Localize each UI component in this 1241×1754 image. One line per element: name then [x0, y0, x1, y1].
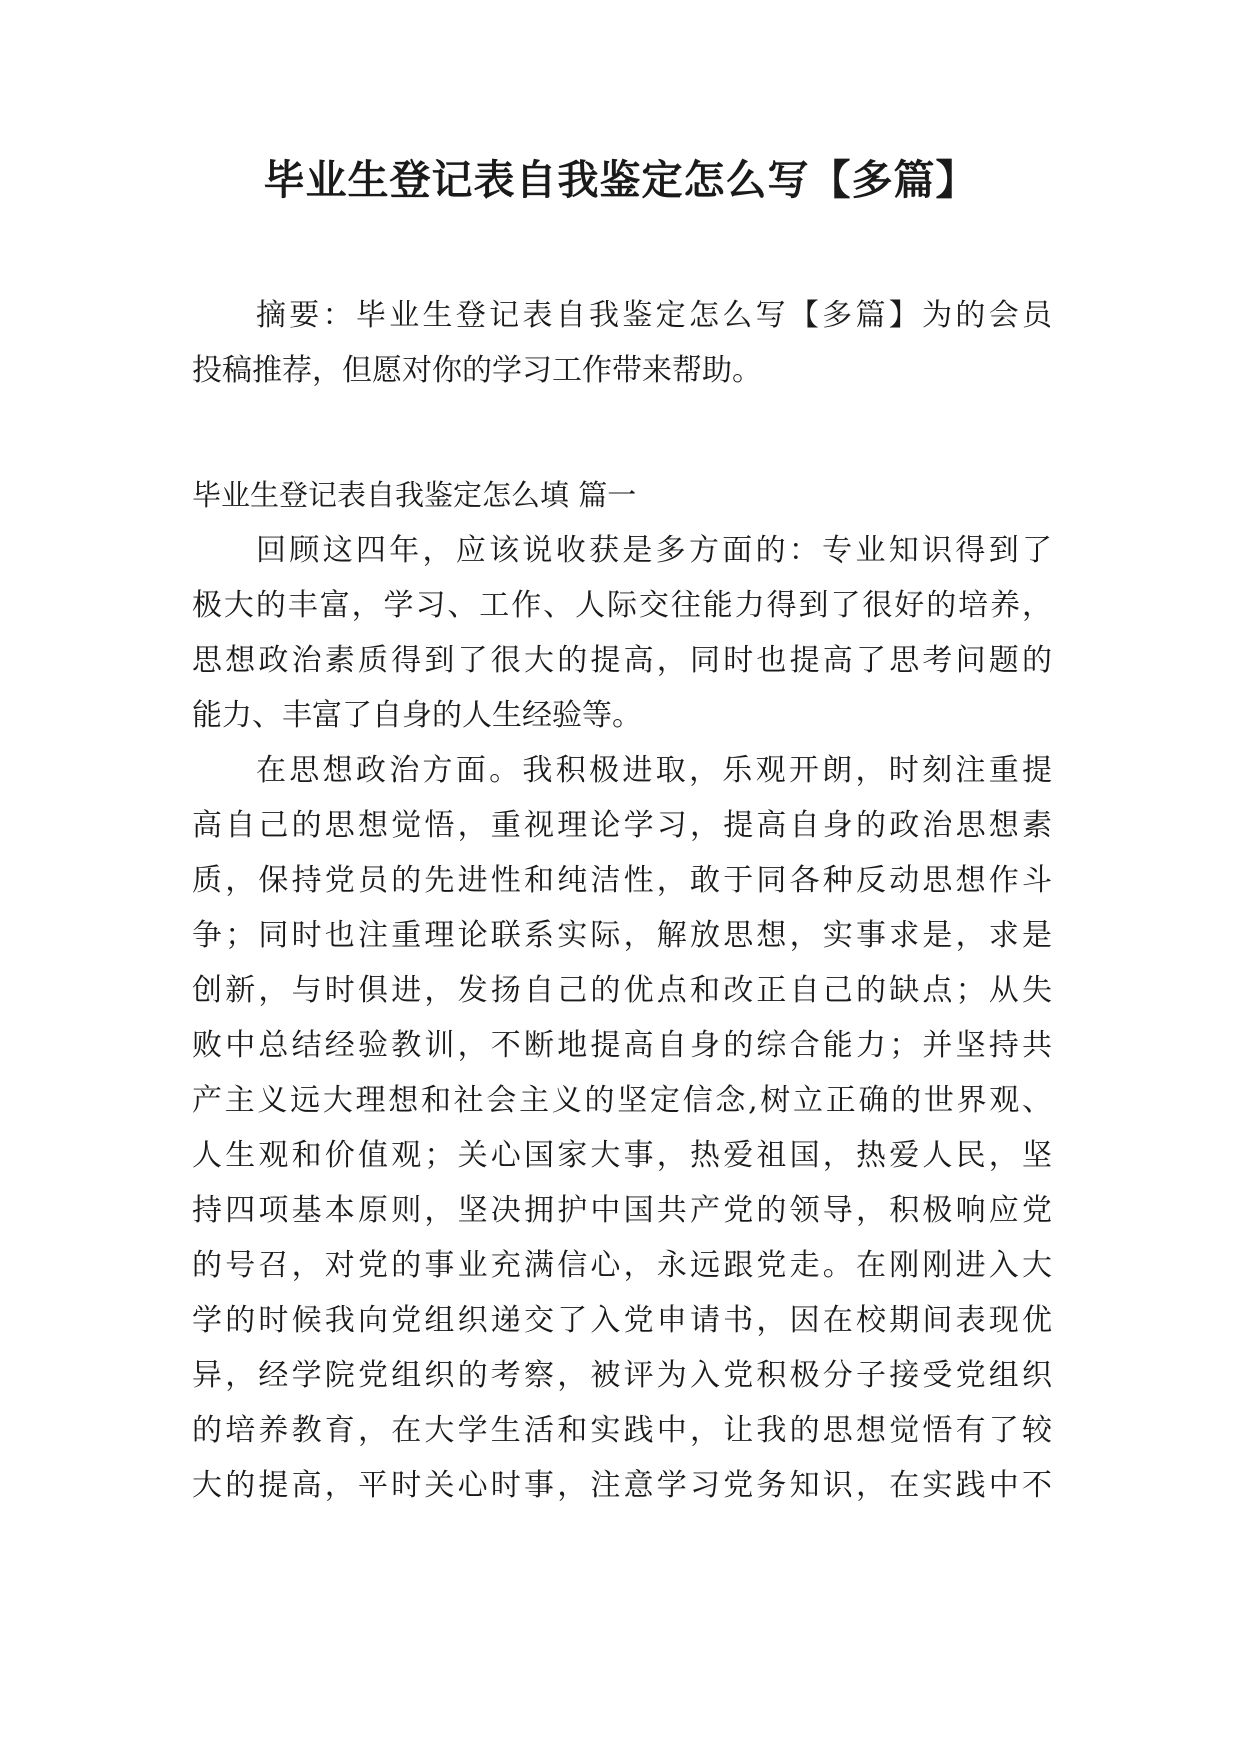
document-title: 毕业生登记表自我鉴定怎么写【多篇】 [263, 156, 978, 204]
section-heading: 毕业生登记表自我鉴定怎么填 篇一 [192, 478, 637, 512]
abstract-line: 投稿推荐，但愿对你的学习工作带来帮助。 [192, 353, 762, 388]
paragraph-line: 的号召，对党的事业充满信心，永远跟党走。在刚刚进入大 [192, 1248, 1052, 1283]
paragraph-line: 大的提高，平时关心时事，注意学习党务知识，在实践中不 [192, 1468, 1052, 1503]
paragraph-line: 争；同时也注重理论联系实际，解放思想，实事求是，求是 [192, 918, 1052, 953]
paragraph-line: 败中总结经验教训，不断地提高自身的综合能力；并坚持共 [192, 1028, 1052, 1063]
paragraph-2 [192, 743, 1052, 1513]
paragraph-line: 学的时候我向党组织递交了入党申请书，因在校期间表现优 [192, 1303, 1052, 1338]
paragraph-line: 产主义远大理想和社会主义的坚定信念,树立正确的世界观、 [192, 1083, 1052, 1118]
abstract [192, 288, 1052, 398]
paragraph-line: 人生观和价值观；关心国家大事，热爱祖国，热爱人民，坚 [192, 1138, 1052, 1173]
paragraph-line: 极大的丰富，学习、工作、人际交往能力得到了很好的培养， [192, 588, 1052, 623]
paragraph-line: 创新，与时俱进，发扬自己的优点和改正自己的缺点；从失 [192, 973, 1052, 1008]
paragraph-line: 能力、丰富了自身的人生经验等。 [192, 698, 642, 733]
paragraph-line: 的培养教育，在大学生活和实践中，让我的思想觉悟有了较 [192, 1413, 1052, 1448]
spacer [192, 398, 1052, 468]
abstract-line: 摘要：毕业生登记表自我鉴定怎么写【多篇】为的会员 [256, 298, 1052, 333]
paragraph-line: 在思想政治方面。我积极进取，乐观开朗，时刻注重提 [256, 753, 1052, 788]
document-body [192, 288, 1052, 1513]
paragraph-1 [192, 523, 1052, 743]
paragraph-line: 持四项基本原则，坚决拥护中国共产党的领导，积极响应党 [192, 1193, 1052, 1228]
paragraph-line: 异，经学院党组织的考察，被评为入党积极分子接受党组织 [192, 1358, 1052, 1393]
paragraph-line: 回顾这四年，应该说收获是多方面的：专业知识得到了 [256, 533, 1052, 568]
paragraph-line: 高自己的思想觉悟，重视理论学习，提高自身的政治思想素 [192, 808, 1052, 843]
paragraph-line: 质，保持党员的先进性和纯洁性，敢于同各种反动思想作斗 [192, 863, 1052, 898]
paragraph-line: 思想政治素质得到了很大的提高，同时也提高了思考问题的 [192, 643, 1052, 678]
